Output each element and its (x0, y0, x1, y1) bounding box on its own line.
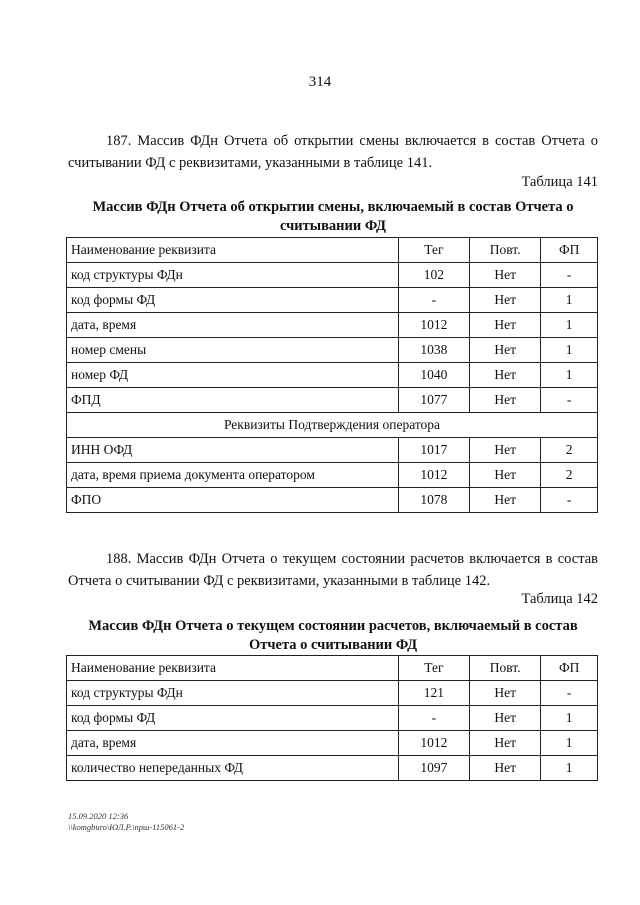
cell-fp: 1 (541, 288, 598, 313)
cell-tag: 1012 (398, 313, 469, 338)
cell-fp: 1 (541, 731, 598, 756)
cell-name: дата, время приема документа оператором (67, 463, 399, 488)
cell-tag: 1077 (398, 388, 469, 413)
cell-repeat: Нет (469, 288, 540, 313)
cell-fp: 1 (541, 706, 598, 731)
table-row (67, 288, 598, 313)
cell-fp: 1 (541, 313, 598, 338)
cell-tag: 1017 (398, 438, 469, 463)
header-tag: Тег (398, 238, 469, 263)
page-number: 314 (308, 74, 332, 90)
header-repeat: Повт. (469, 238, 540, 263)
cell-tag: 102 (398, 263, 469, 288)
table-142-title: Массив ФДн Отчета о текущем состоянии расчетов, включаемый в состав Отчета о считывании ФД (88, 618, 578, 653)
cell-name: код формы ФД (67, 706, 399, 731)
header-fp: ФП (541, 656, 598, 681)
cell-repeat: Нет (469, 363, 540, 388)
table-row (67, 363, 598, 388)
cell-repeat: Нет (469, 388, 540, 413)
cell-name: ИНН ОФД (67, 438, 399, 463)
footer-path: \\komgburo\ЮЛ.Р.\прш-115061-2 (68, 822, 185, 832)
table-row (67, 388, 598, 413)
cell-repeat: Нет (469, 731, 540, 756)
footer-stamp (68, 811, 184, 833)
table-row (67, 681, 598, 706)
cell-fp: 1 (541, 338, 598, 363)
cell-tag: 1012 (398, 463, 469, 488)
header-fp: ФП (541, 238, 598, 263)
table-header-row (67, 656, 598, 681)
cell-repeat: Нет (469, 263, 540, 288)
cell-name: ФПД (67, 388, 399, 413)
header-name: Наименование реквизита (67, 238, 399, 263)
table-row (67, 463, 598, 488)
cell-repeat: Нет (469, 313, 540, 338)
cell-name: код структуры ФДн (67, 681, 399, 706)
paragraph-188 (68, 548, 598, 592)
paragraph-188-text: 188. Массив ФДн Отчета о текущем состоянии расчетов включается в состав Отчета о считывании ФД с реквизитами, указанными в таблице 142. (68, 551, 598, 589)
header-name: Наименование реквизита (67, 656, 399, 681)
table-row (67, 706, 598, 731)
table-row (67, 488, 598, 513)
cell-tag: 1040 (398, 363, 469, 388)
cell-name: номер ФД (67, 363, 399, 388)
cell-tag: 1097 (398, 756, 469, 781)
header-repeat: Повт. (469, 656, 540, 681)
table-142-label: Таблица 142 (521, 591, 598, 607)
table-row (67, 313, 598, 338)
cell-tag: - (398, 288, 469, 313)
cell-fp: 1 (541, 363, 598, 388)
cell-repeat: Нет (469, 463, 540, 488)
cell-repeat: Нет (469, 438, 540, 463)
table-141-label: Таблица 141 (521, 174, 598, 190)
cell-name: дата, время (67, 731, 399, 756)
paragraph-187 (68, 130, 598, 174)
cell-name: ФПО (67, 488, 399, 513)
cell-tag: 1038 (398, 338, 469, 363)
table-142 (66, 655, 598, 781)
cell-name: код структуры ФДн (67, 263, 399, 288)
section-title: Реквизиты Подтверждения оператора (67, 413, 598, 438)
cell-repeat: Нет (469, 756, 540, 781)
table-row (67, 338, 598, 363)
table-row (67, 756, 598, 781)
cell-tag: - (398, 706, 469, 731)
cell-tag: 121 (398, 681, 469, 706)
cell-repeat: Нет (469, 706, 540, 731)
cell-fp: - (541, 263, 598, 288)
table-141-title: Массив ФДн Отчета об открытии смены, включаемый в состав Отчета о считывании ФД (92, 199, 574, 234)
cell-repeat: Нет (469, 488, 540, 513)
cell-name: количество непереданных ФД (67, 756, 399, 781)
table-row (67, 438, 598, 463)
cell-fp: - (541, 388, 598, 413)
cell-fp: 2 (541, 463, 598, 488)
cell-repeat: Нет (469, 681, 540, 706)
table-section-row (67, 413, 598, 438)
cell-fp: 2 (541, 438, 598, 463)
cell-name: номер смены (67, 338, 399, 363)
table-row (67, 731, 598, 756)
table-141 (66, 237, 598, 513)
table-row (67, 263, 598, 288)
table-header-row (67, 238, 598, 263)
cell-name: код формы ФД (67, 288, 399, 313)
cell-tag: 1078 (398, 488, 469, 513)
cell-tag: 1012 (398, 731, 469, 756)
footer-date: 15.09.2020 12:36 (68, 811, 129, 821)
paragraph-187-text: 187. Массив ФДн Отчета об открытии смены включается в состав Отчета о считывании ФД с реквизитами, указанными в таблице 141. (68, 133, 598, 171)
cell-fp: - (541, 488, 598, 513)
cell-fp: 1 (541, 756, 598, 781)
cell-fp: - (541, 681, 598, 706)
cell-repeat: Нет (469, 338, 540, 363)
cell-name: дата, время (67, 313, 399, 338)
header-tag: Тег (398, 656, 469, 681)
